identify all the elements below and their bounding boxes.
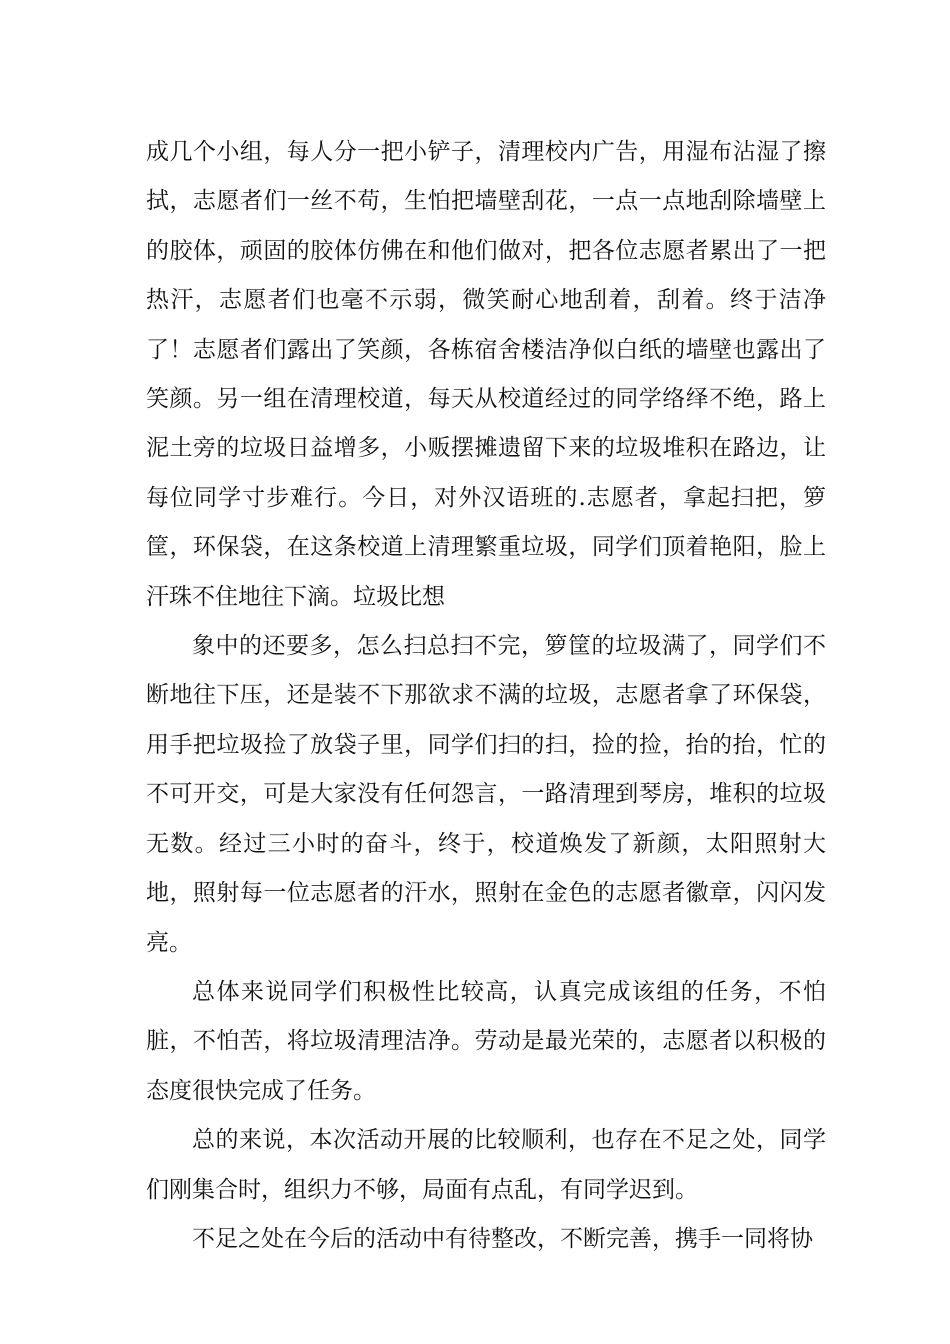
document-body bbox=[146, 128, 826, 1264]
paragraph-1: 成几个小组，每人分一把小铲子，清理校内广告，用湿布沾湿了擦拭，志愿者们一丝不苟，生怕把墙壁刮花，一点一点地刮除墙壁上的胶体，顽固的胶体仿佛在和他们做对，把各位志愿者累出了一把热汗，志愿者们也毫不示弱，微笑耐心地刮着，刮着。终于洁净了！志愿者们露出了笑颜，各栋宿舍楼洁净似白纸的墙壁也露出了笑颜。另一组在清理校道，每天从校道经过的同学络绎不绝，路上泥土旁的垃圾日益增多，小贩摆摊遗留下来的垃圾堆积在路边，让每位同学寸步难行。今日，对外汉语班的.志愿者，拿起扫把，箩筐，环保袋，在这条校道上清理繁重垃圾，同学们顶着艳阳，脸上汗珠不住地往下滴。垃圾比想 bbox=[146, 139, 826, 610]
paragraph-2: 象中的还要多，怎么扫总扫不完，箩筐的垃圾满了，同学们不断地往下压，还是装不下那欲求不满的垃圾，志愿者拿了环保袋，用手把垃圾捡了放袋子里，同学们扫的扫，捡的捡，抬的抬，忙的不可开交，可是大家没有任何怨言，一路清理到琴房，堆积的垃圾无数。经过三小时的奋斗，终于，校道焕发了新颜，太阳照射大地，照射每一位志愿者的汗水，照射在金色的志愿者徽章，闪闪发亮。 bbox=[146, 633, 826, 956]
paragraph-4: 总的来说，本次活动开展的比较顺利，也存在不足之处，同学们刚集合时，组织力不够，局面有点乱，有同学迟到。 bbox=[146, 1127, 826, 1203]
paragraph-5: 不足之处在今后的活动中有待整改，不断完善，携手一同将协 bbox=[192, 1225, 813, 1252]
paragraph-3: 总体来说同学们积极性比较高，认真完成该组的任务，不怕脏，不怕苦，将垃圾清理洁净。劳动是最光荣的，志愿者以积极的态度很快完成了任务。 bbox=[146, 978, 826, 1104]
